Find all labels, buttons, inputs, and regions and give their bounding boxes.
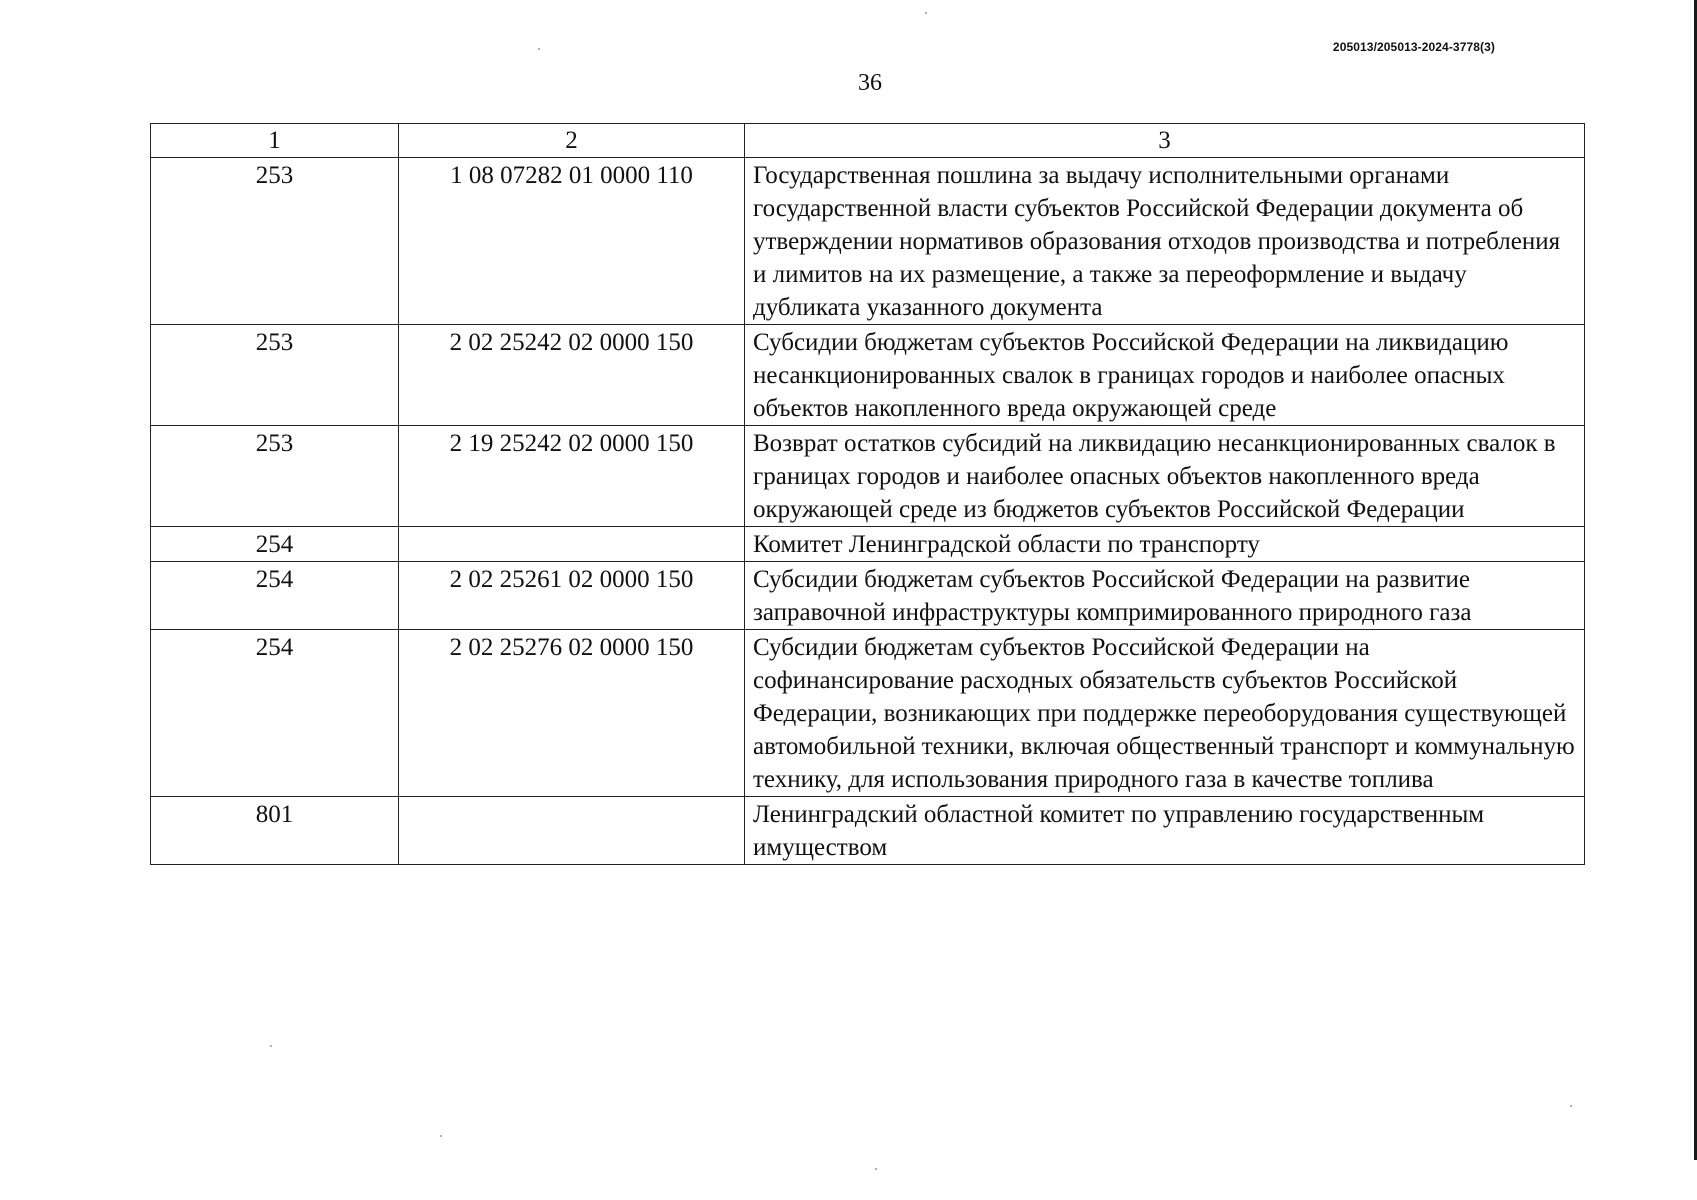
header-cell-2: 2	[399, 124, 745, 158]
header-cell-1: 1	[151, 124, 399, 158]
admin-code-cell: 254	[151, 630, 399, 797]
description-cell: Комитет Ленинградской области по транспорту	[745, 527, 1585, 562]
admin-code-cell: 254	[151, 527, 399, 562]
admin-code-cell: 254	[151, 562, 399, 630]
description-cell: Возврат остатков субсидий на ликвидацию несанкционированных свалок в границах городов и наиболее опасных объектов накопленного вреда окружающей среде из бюджетов субъектов Российской Федерации	[745, 426, 1585, 527]
budget-code-cell	[399, 797, 745, 865]
budget-code-cell: 2 02 25276 02 0000 150	[399, 630, 745, 797]
table-row	[151, 158, 1585, 325]
budget-code-cell: 2 02 25261 02 0000 150	[399, 562, 745, 630]
scan-speck	[925, 12, 927, 14]
budget-code-cell: 1 08 07282 01 0000 110	[399, 158, 745, 325]
description-cell: Ленинградский областной комитет по управлению государственным имуществом	[745, 797, 1585, 865]
scan-speck	[538, 48, 540, 50]
table-row	[151, 630, 1585, 797]
description-cell: Субсидии бюджетам субъектов Российской Федерации на развитие заправочной инфраструктуры компримированного природного газа	[745, 562, 1585, 630]
admin-code-cell: 801	[151, 797, 399, 865]
description-cell: Субсидии бюджетам субъектов Российской Федерации на софинансирование расходных обязательств субъектов Российской Федерации, возникающих при поддержке переоборудования существующей автомобильной техники, включая общественный транспорт и коммунальную технику, для использования природного газа в качестве топлива	[745, 630, 1585, 797]
description-cell: Субсидии бюджетам субъектов Российской Федерации на ликвидацию несанкционированных свалок в границах городов и наиболее опасных объектов накопленного вреда окружающей среде	[745, 325, 1585, 426]
table-header-row	[151, 124, 1585, 158]
budget-code-cell: 2 19 25242 02 0000 150	[399, 426, 745, 527]
scan-speck	[1570, 1105, 1572, 1107]
header-cell-3: 3	[745, 124, 1585, 158]
table-row	[151, 325, 1585, 426]
admin-code-cell: 253	[151, 158, 399, 325]
table-row	[151, 562, 1585, 630]
admin-code-cell: 253	[151, 426, 399, 527]
scan-speck	[440, 1135, 442, 1137]
budget-code-cell: 2 02 25242 02 0000 150	[399, 325, 745, 426]
admin-code-cell: 253	[151, 325, 399, 426]
scan-speck	[270, 1045, 272, 1047]
description-cell: Государственная пошлина за выдачу исполнительными органами государственной власти субъектов Российской Федерации документа об утверждении нормативов образования отходов производства и потребления и лимитов на их размещение, а также за переоформление и выдачу дубликата указанного документа	[745, 158, 1585, 325]
page-number: 36	[858, 70, 882, 96]
revenue-code-table	[150, 123, 1585, 865]
scan-speck	[875, 1168, 877, 1170]
table-row	[151, 797, 1585, 865]
budget-code-cell	[399, 527, 745, 562]
table-row	[151, 527, 1585, 562]
table-row	[151, 426, 1585, 527]
document-id: 205013/205013-2024-3778(3)	[1332, 40, 1495, 54]
